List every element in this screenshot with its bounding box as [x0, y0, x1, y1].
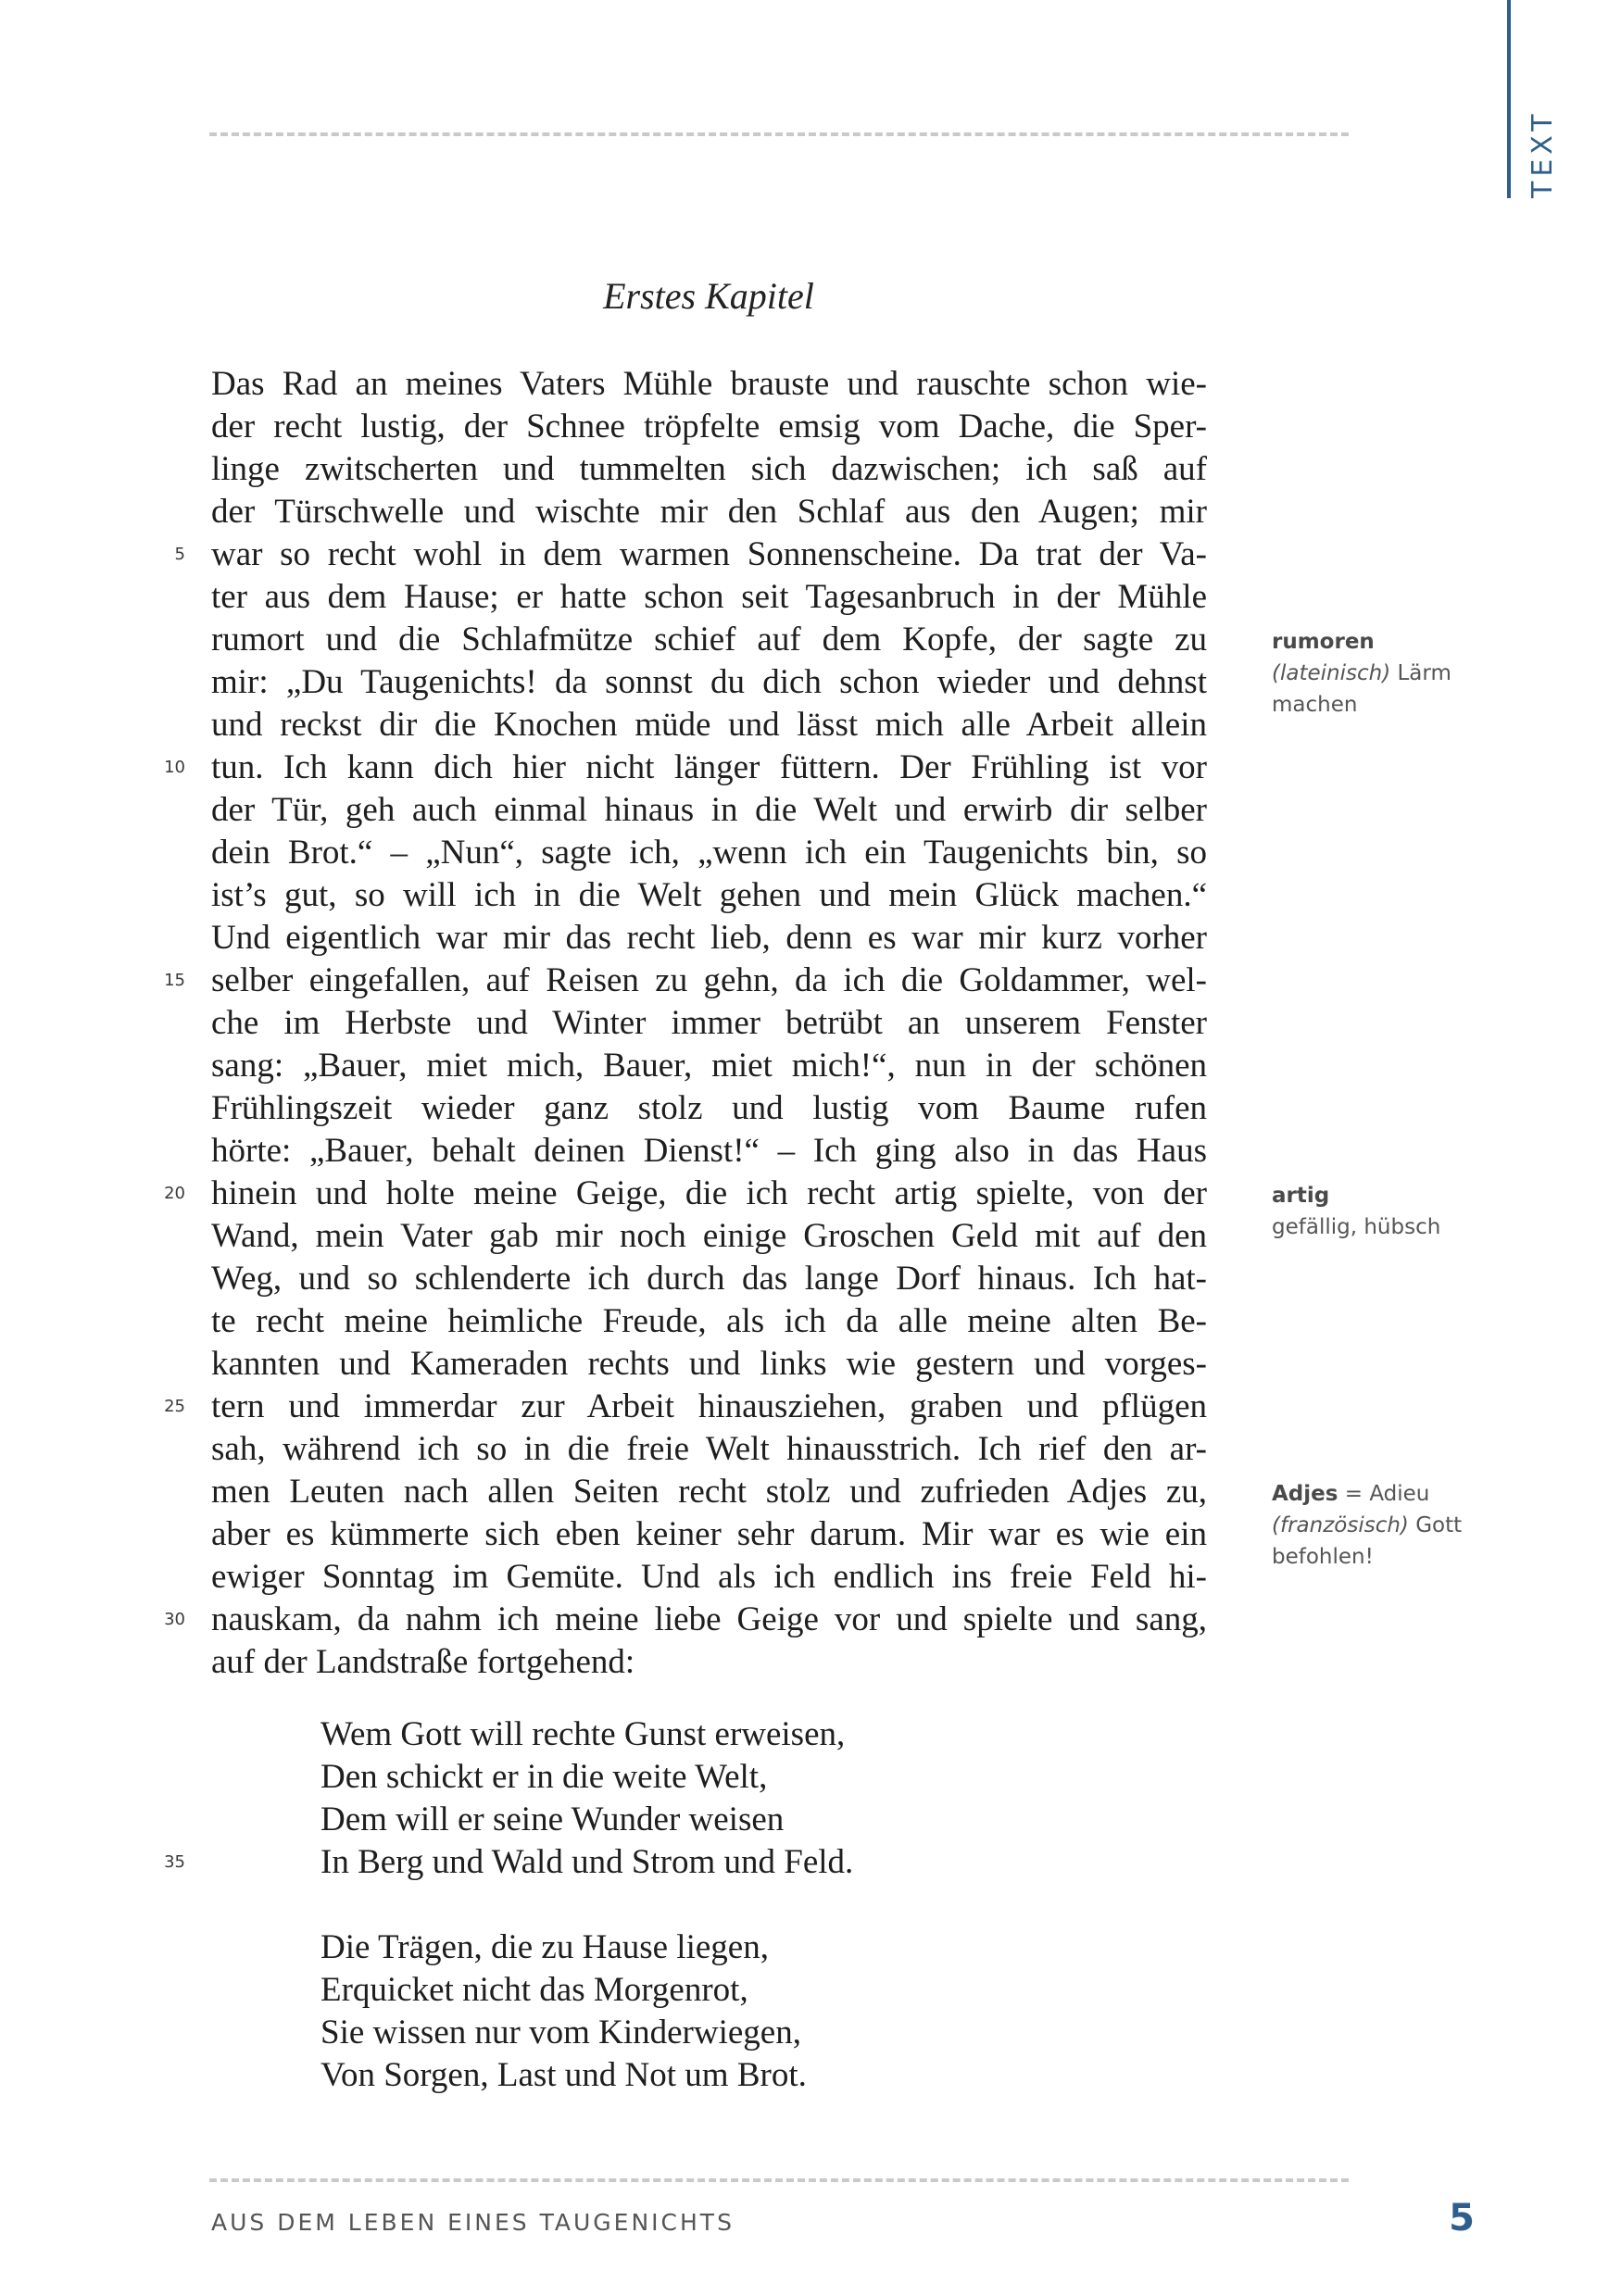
poem-line: In Berg und Wald und Strom und Feld. [320, 1843, 854, 1881]
prose-line: nauskam, da nahm ich meine liebe Geige vor und spielte und sang, [211, 1600, 1207, 1638]
poem [320, 1713, 853, 2097]
poem-line: Erquicket nicht das Morgenrot, [320, 1971, 748, 2009]
gloss-term: rumoren [1272, 630, 1375, 654]
prose-line: der recht lustig, der Schnee tröpfelte emsig vom Dache, die Sper- [211, 408, 1207, 445]
section-tab-label: TEXT [1527, 109, 1559, 198]
prose-line: rumort und die Schlafmütze schief auf dem Kopfe, der sagte zu [211, 621, 1207, 659]
prose-line: kannten und Kameraden rechts und links wie gestern und vorges- [211, 1345, 1207, 1383]
prose-line: te recht meine heimliche Freude, als ich da alle meine alten Be- [211, 1302, 1207, 1340]
gloss-equivalent: = Adieu [1338, 1482, 1430, 1506]
gloss-definition: Gott befohlen! [1272, 1513, 1463, 1569]
gloss-term: artig [1272, 1184, 1330, 1208]
prose-line: ist’s gut, so will ich in die Welt gehen und mein Glück machen.“ [211, 876, 1207, 914]
margin-gloss-rumoren [1272, 626, 1503, 721]
line-number: 35 [164, 1852, 185, 1872]
poem-line: Dem will er seine Wunder weisen [320, 1800, 785, 1838]
prose-line: aber es kümmerte sich eben keiner sehr darum. Mir war es wie ein [211, 1515, 1207, 1553]
gloss-language: (lateinisch) [1272, 661, 1391, 685]
section-tab-line [1507, 0, 1511, 198]
footer-book-title: AUS DEM LEBEN EINES TAUGENICHTS [211, 2209, 735, 2236]
prose-line: Frühlingszeit wieder ganz stolz und lustig vom Baume rufen [211, 1089, 1207, 1127]
margin-gloss-artig [1272, 1180, 1503, 1243]
prose-line: tun. Ich kann dich hier nicht länger füttern. Der Frühling ist vor [211, 748, 1207, 786]
prose-line: der Tür, geh auch einmal hinaus in die Welt und erwirb dir selber [211, 791, 1207, 829]
prose-line: Wand, mein Vater gab mir noch einige Groschen Geld mit auf den [211, 1217, 1207, 1255]
line-number: 25 [164, 1397, 185, 1416]
gloss-term: Adjes [1272, 1482, 1338, 1506]
gloss-language: (französisch) [1272, 1513, 1409, 1537]
prose-line: ewiger Sonntag im Gemüte. Und als ich endlich ins freie Feld hi- [211, 1558, 1207, 1596]
poem-line: Sie wissen nur vom Kinderwiegen, [320, 2014, 801, 2051]
prose-line: hinein und holte meine Geige, die ich recht artig spielte, von der [211, 1174, 1207, 1212]
prose-line: Das Rad an meines Vaters Mühle brauste und rauschte schon wie- [211, 365, 1207, 403]
prose-line: der Türschwelle und wischte mir den Schlaf aus den Augen; mir [211, 493, 1207, 531]
poem-line: Die Trägen, die zu Hause liegen, [320, 1928, 769, 1966]
prose-line: mir: „Du Taugenichts! da sonnst du dich schon wieder und dehnst [211, 663, 1207, 701]
top-dashed-rule [209, 132, 1349, 136]
prose-line: hörte: „Bauer, behalt deinen Dienst!“ – Ich ging also in das Haus [211, 1132, 1207, 1170]
poem-line: Den schickt er in die weite Welt, [320, 1758, 768, 1796]
line-number: 30 [164, 1610, 185, 1629]
stanza-gap [320, 1884, 853, 1926]
prose-line: tern und immerdar zur Arbeit hinausziehen, graben und pflügen [211, 1387, 1207, 1425]
prose-line: auf der Landstraße fortgehend: [211, 1643, 635, 1681]
prose-line: Und eigentlich war mir das recht lieb, denn es war mir kurz vorher [211, 919, 1207, 957]
prose-line: und reckst dir die Knochen müde und lässt mich alle Arbeit allein [211, 706, 1207, 744]
page-number: 5 [1449, 2197, 1475, 2240]
gloss-definition: Lärm machen [1272, 661, 1451, 717]
prose-line: sah, während ich so in die freie Welt hinausstrich. Ich rief den ar- [211, 1430, 1207, 1468]
prose-line: ter aus dem Hause; er hatte schon seit Tagesanbruch in der Mühle [211, 578, 1207, 616]
prose-line: war so recht wohl in dem warmen Sonnenscheine. Da trat der Va- [211, 535, 1207, 573]
prose-line: Weg, und so schlenderte ich durch das lange Dorf hinaus. Ich hat- [211, 1260, 1207, 1298]
prose-block [211, 363, 1207, 1684]
line-number: 15 [164, 971, 185, 990]
poem-line: Wem Gott will rechte Gunst erweisen, [320, 1715, 846, 1753]
prose-line: dein Brot.“ – „Nun“, sagte ich, „wenn ich ein Taugenichts bin, so [211, 834, 1207, 872]
margin-gloss-adjes [1272, 1478, 1503, 1573]
line-number: 5 [174, 545, 185, 564]
prose-line: linge zwitscherten und tummelten sich dazwischen; ich saß auf [211, 450, 1207, 488]
line-number: 10 [164, 758, 185, 777]
line-number: 20 [164, 1184, 185, 1203]
prose-line: men Leuten nach allen Seiten recht stolz und zufrieden Adjes zu, [211, 1473, 1207, 1511]
prose-line: sang: „Bauer, miet mich, Bauer, miet mich!“, nun in der schönen [211, 1047, 1207, 1085]
poem-line: Von Sorgen, Last und Not um Brot. [320, 2056, 807, 2094]
prose-line: selber eingefallen, auf Reisen zu gehn, da ich die Goldammer, wel- [211, 961, 1207, 999]
chapter-title: Erstes Kapitel [603, 275, 814, 317]
bottom-dashed-rule [209, 2178, 1349, 2182]
gloss-definition: gefällig, hübsch [1272, 1215, 1441, 1239]
prose-line: che im Herbste und Winter immer betrübt an unserem Fenster [211, 1004, 1207, 1042]
